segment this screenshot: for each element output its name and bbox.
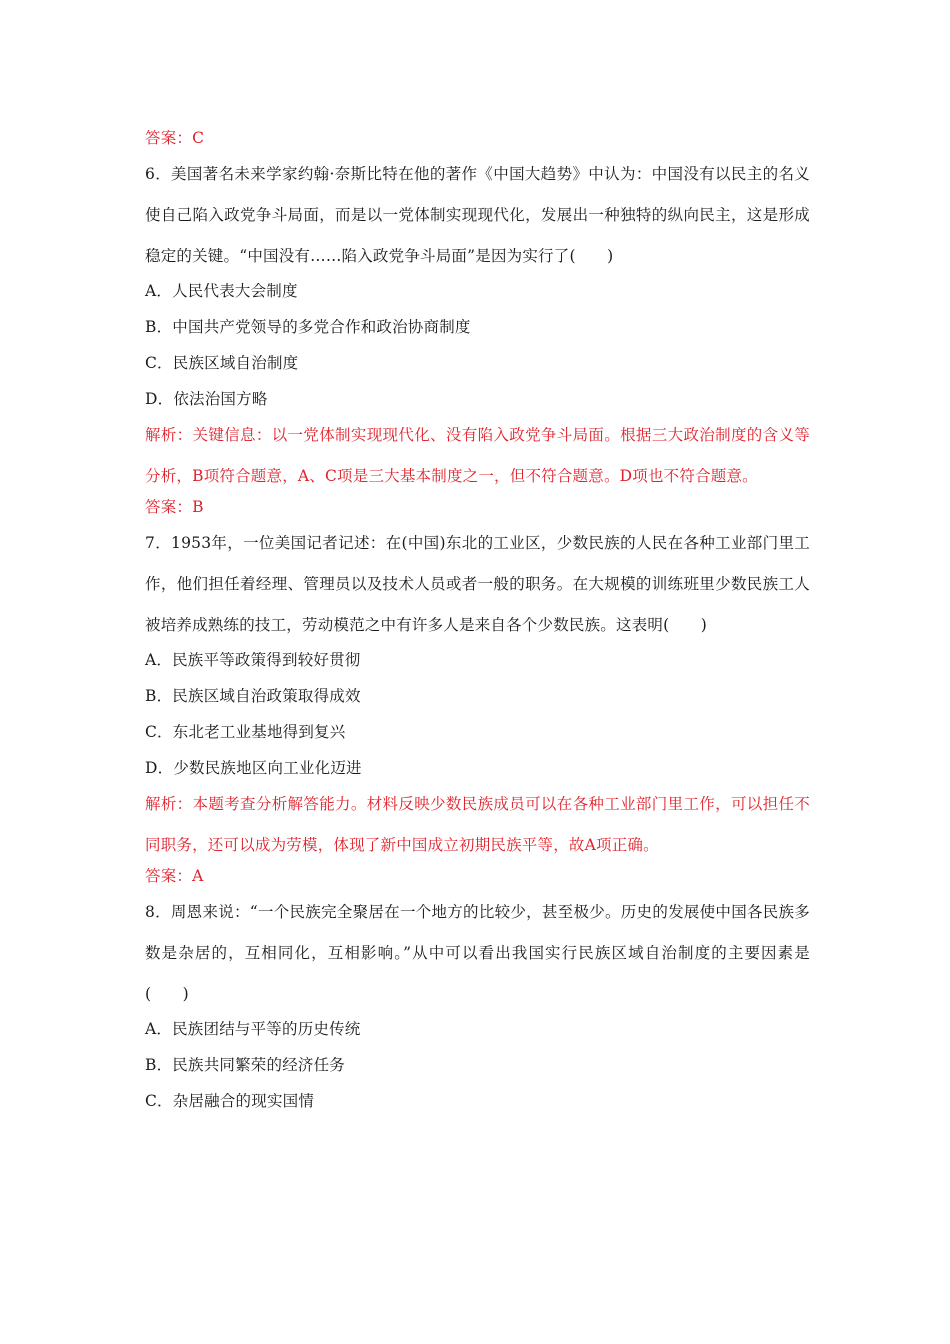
question-8-option-c: C．杂居融合的现实国情 [145, 1092, 315, 1110]
question-6-option-b: B．中国共产党领导的多党合作和政治协商制度 [145, 318, 471, 336]
answer-5 [145, 128, 810, 148]
document-page [145, 120, 810, 1111]
answer-value: C [192, 129, 205, 147]
question-7-option-a: A．民族平等政策得到较好贯彻 [145, 651, 361, 669]
question-7-option-b: B．民族区域自治政策取得成效 [145, 687, 361, 705]
question-6-option-c: C．民族区域自治制度 [145, 354, 299, 372]
question-7-stem: 7．1953年，一位美国记者记述：在(中国)东北的工业区，少数民族的人民在各种工业部门里工作，他们担任着经理、管理员以及技术人员或者一般的职务。在大规模的训练班里少数民族工人被培养成熟练的技工，劳动模范之中有许多人是来自各个少数民族。这表明( ) [145, 534, 810, 634]
question-8-option-a: A．民族团结与平等的历史传统 [145, 1020, 361, 1038]
question-7-option-c: C．东北老工业基地得到复兴 [145, 723, 346, 741]
question-6-answer: 答案：B [145, 498, 204, 516]
question-6-analysis: 解析：关键信息：以一党体制实现现代化、没有陷入政党争斗局面。根据三大政治制度的含义等分析，B项符合题意，A、C项是三大基本制度之一，但不符合题意。D项也不符合题意。 [145, 426, 810, 485]
question-6-option-d: D．依法治国方略 [145, 390, 268, 408]
answer-label: 答案： [145, 129, 193, 147]
question-8-stem: 8．周恩来说：“一个民族完全聚居在一个地方的比较少，甚至极少。历史的发展使中国各民族多数是杂居的，互相同化，互相影响。”从中可以看出我国实行民族区域自治制度的主要因素是( ) [145, 903, 810, 1003]
question-8-option-b: B．民族共同繁荣的经济任务 [145, 1056, 345, 1074]
question-6-stem: 6．美国著名未来学家约翰·奈斯比特在他的著作《中国大趋势》中认为：中国没有以民主的名义使自己陷入政党争斗局面，而是以一党体制实现现代化，发展出一种独特的纵向民主，这是形成稳定的关键。“中国没有……陷入政党争斗局面”是因为实行了( ) [145, 165, 810, 265]
question-7-answer: 答案：A [145, 867, 204, 885]
question-7-analysis: 解析：本题考查分析解答能力。材料反映少数民族成员可以在各种工业部门里工作，可以担任不同职务，还可以成为劳模，体现了新中国成立初期民族平等，故A项正确。 [145, 795, 810, 854]
question-7-option-d: D．少数民族地区向工业化迈进 [145, 759, 362, 777]
question-6-option-a: A．人民代表大会制度 [145, 282, 298, 300]
